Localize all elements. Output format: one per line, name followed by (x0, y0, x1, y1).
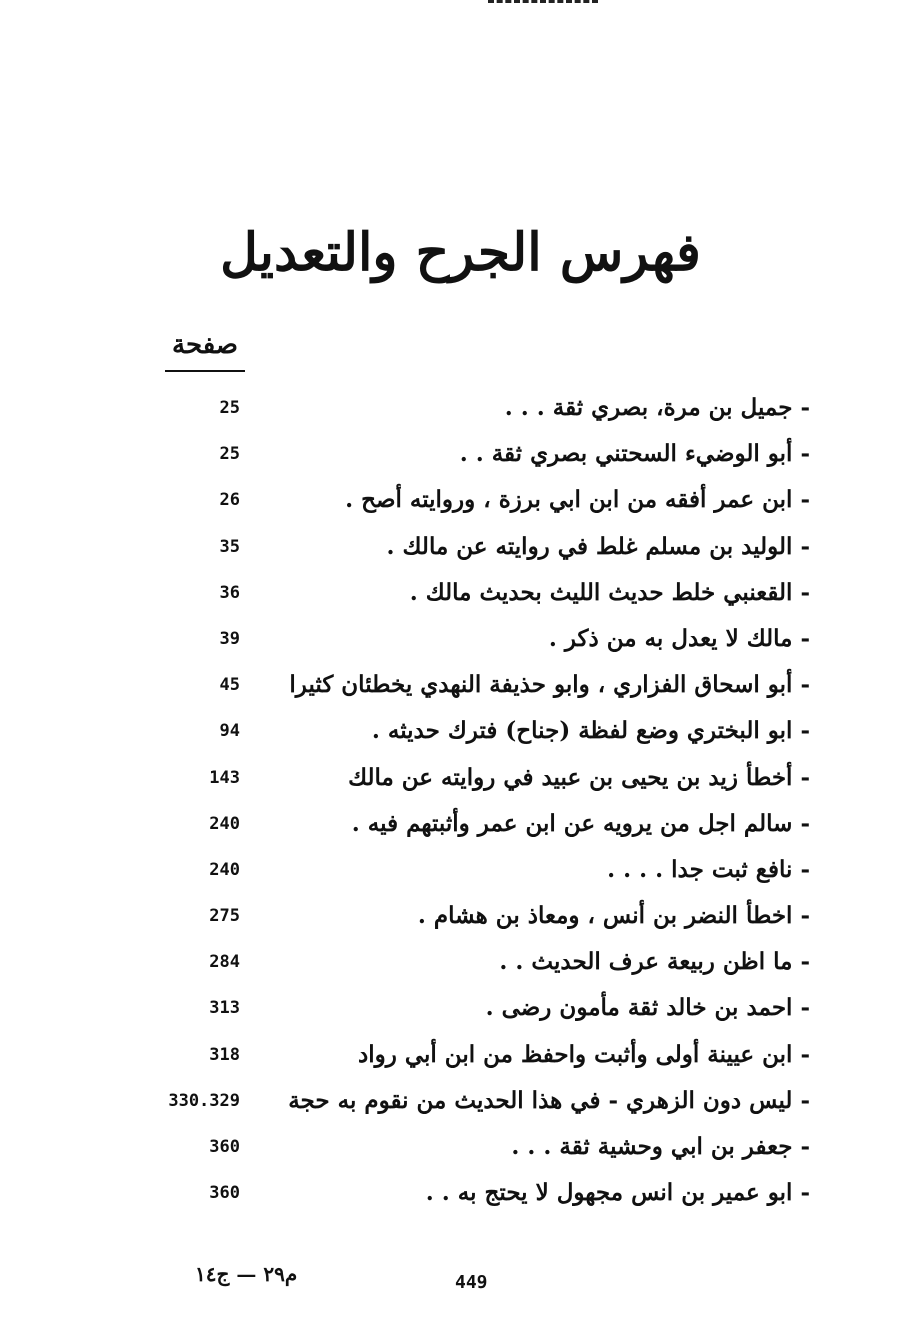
index-entry (150, 1035, 810, 1081)
entry-text: - مالك لا يعدل به من ذكر . (548, 624, 810, 652)
footer-signature: م٢٩ — ج١٤ (195, 1262, 298, 1286)
page-title: فهرس الجرح والتعديل (220, 222, 701, 283)
index-entry (150, 1081, 810, 1127)
header-underline (165, 370, 245, 372)
entry-page-number: 143 (209, 767, 240, 788)
entry-page-number: 275 (209, 906, 240, 927)
entry-text: - ابن عيينة أولى وأثبت واحفظ من ابن أبي رواد (357, 1040, 810, 1068)
entry-text: - جعفر بن ابي وحشية ثقة . . . (511, 1133, 810, 1160)
page-number: 449 (455, 1272, 488, 1293)
entry-page-number: 313 (209, 998, 240, 1019)
entry-text: - ابو عمير بن انس مجهول لا يحتج به . . (425, 1179, 810, 1207)
index-entry (150, 1127, 810, 1173)
entry-text: - سالم اجل من يرويه عن ابن عمر وأثبتهم فيه . (351, 809, 810, 837)
entry-text: - احمد بن خالد ثقة مأمون رضى . (485, 994, 810, 1022)
index-entry (150, 573, 810, 619)
top-decorative-mark (488, 0, 598, 9)
entry-page-number: 35 (219, 536, 240, 557)
index-entry (150, 711, 810, 757)
entry-text: - جميل بن مرة، بصري ثقة . . . (504, 394, 810, 421)
page-column-header: صفحة (172, 330, 238, 360)
entry-text: - أخطأ زيد بن يحيى بن عبيد في روايته عن مالك (348, 763, 810, 791)
index-entry (150, 758, 810, 804)
entry-text: - أبو اسحاق الفزاري ، وابو حذيفة النهدي يخطئان كثيرا (289, 671, 810, 699)
entry-page-number: 240 (209, 813, 240, 834)
entry-text: - الوليد بن مسلم غلط في روايته عن مالك . (386, 532, 810, 560)
entry-text: - ليس دون الزهري - في هذا الحديث من نقوم به حجة (288, 1086, 810, 1114)
index-entry (150, 1173, 810, 1219)
entry-page-number: 39 (219, 628, 240, 649)
index-entry (150, 896, 810, 942)
entry-page-number: 45 (219, 675, 240, 696)
index-entry (150, 619, 810, 665)
entry-text: - ابن عمر أفقه من ابن ابي برزة ، وروايته أصح . (345, 486, 810, 514)
entry-page-number: 360 (209, 1183, 240, 1204)
entry-page-number: 240 (209, 859, 240, 880)
entry-page-number: 36 (219, 582, 240, 603)
index-entry (150, 804, 810, 850)
index-entry (150, 942, 810, 988)
entry-page-number: 26 (219, 490, 240, 511)
index-entries-list (150, 388, 810, 1219)
entry-page-number: 25 (219, 398, 240, 418)
entry-page-number: 25 (219, 444, 240, 465)
index-entry (150, 480, 810, 526)
entry-text: - أبو الوضيء السحتني بصري ثقة . . (459, 440, 810, 468)
entry-text: - القعنبي خلط حديث الليث بحديث مالك . (409, 578, 810, 606)
index-entry (150, 850, 810, 896)
index-entry (150, 388, 810, 434)
index-entry (150, 434, 810, 480)
entry-text: - ابو البختري وضع لفظة (جناح) فترك حديثه . (371, 717, 810, 745)
index-entry (150, 527, 810, 573)
entry-page-number: 330.329 (168, 1090, 240, 1111)
index-entry (150, 988, 810, 1034)
index-entry (150, 665, 810, 711)
entry-page-number: 318 (209, 1044, 240, 1065)
entry-page-number: 284 (209, 952, 240, 973)
entry-text: - نافع ثبت جدا . . . . (607, 855, 810, 883)
entry-page-number: 360 (209, 1137, 240, 1157)
entry-text: - اخطأ النضر بن أنس ، ومعاذ بن هشام . (417, 902, 810, 930)
entry-page-number: 94 (219, 721, 240, 742)
entry-text: - ما اظن ربيعة عرف الحديث . . (499, 948, 810, 976)
